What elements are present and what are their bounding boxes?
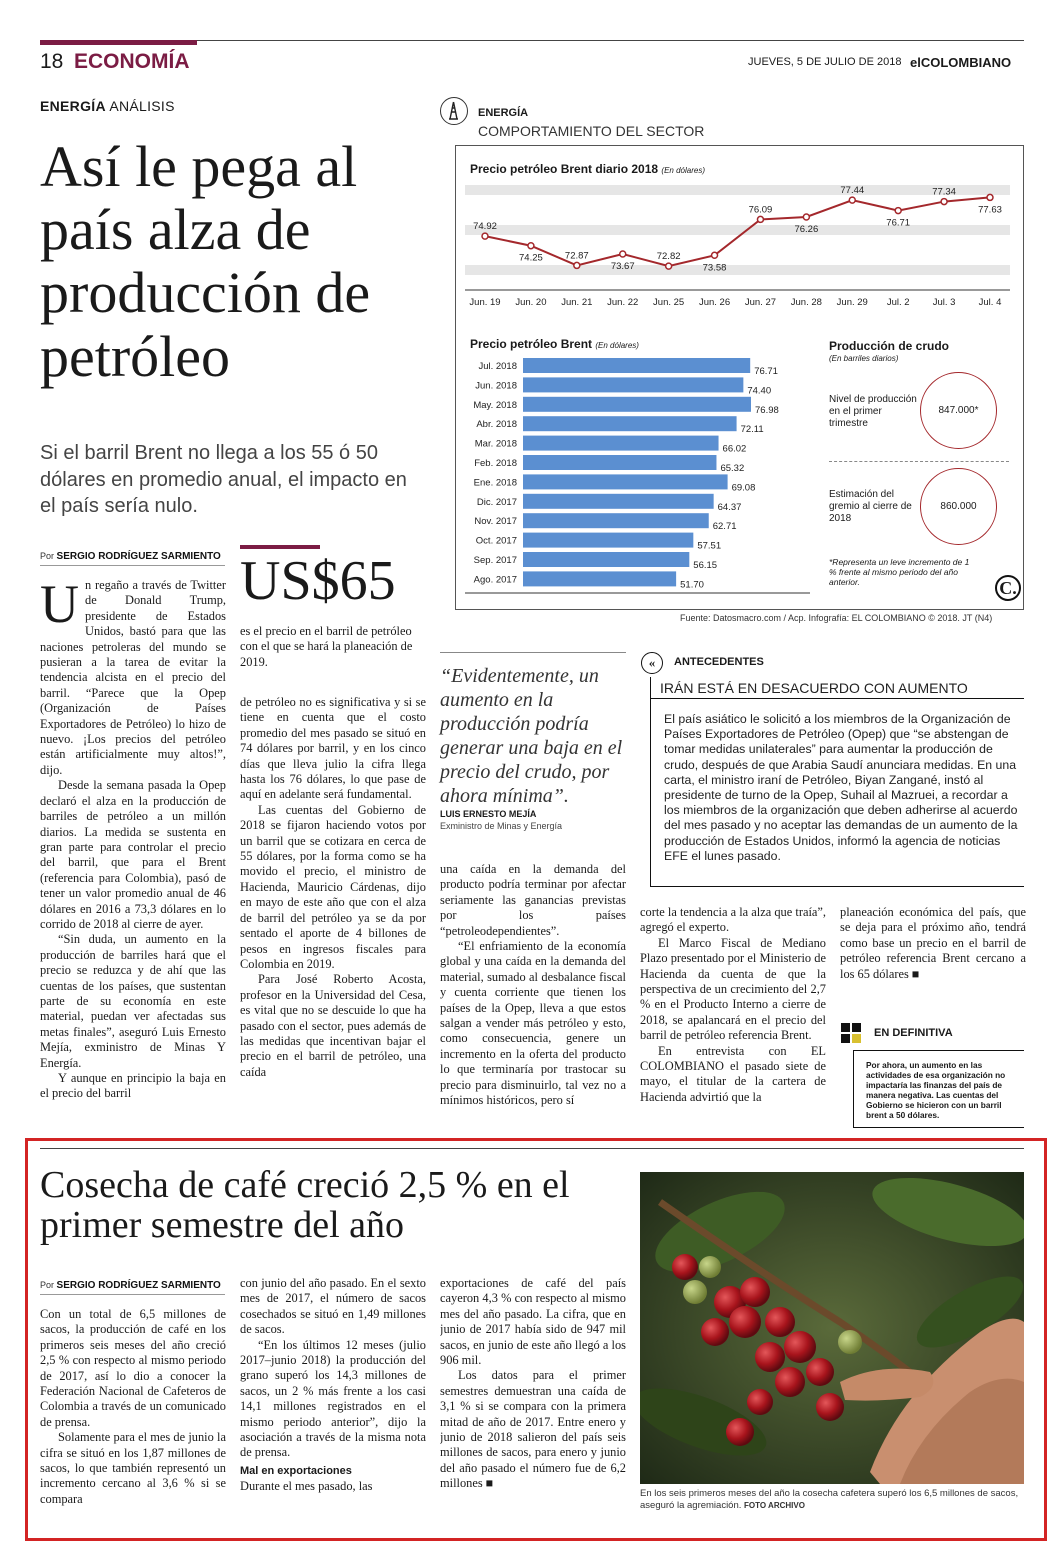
chart-title-text: Precio petróleo Brent xyxy=(470,337,593,351)
data-point xyxy=(482,233,488,239)
bar xyxy=(523,552,689,567)
bar xyxy=(523,474,728,489)
article-headline: Cosecha de café creció 2,5 % en el primer semestre del año xyxy=(40,1164,570,1246)
bar xyxy=(523,358,750,373)
byline-prefix: Por xyxy=(40,1280,55,1290)
bar-chart-title xyxy=(470,337,639,351)
article-column-3 xyxy=(440,862,626,1130)
coffee-harvest-photo xyxy=(640,1172,1024,1484)
category-label: Jul. 2018 xyxy=(478,361,517,372)
bar-value-label: 64.37 xyxy=(717,501,742,513)
data-label: 76.26 xyxy=(794,224,819,235)
x-tick-label: Jun. 26 xyxy=(698,297,731,308)
bar xyxy=(523,571,676,586)
bar-value-label: 62.71 xyxy=(712,521,737,533)
oil-derrick-icon xyxy=(440,97,468,125)
data-label: 74.25 xyxy=(519,252,543,264)
x-tick-label: Jun. 20 xyxy=(515,297,547,308)
paragraph: Para José Roberto Acosta, profesor en la Universidad del Cesa, es vital que no se descuide lo que ha pasado con el sector, pues además de las medidas que incentivan bajar el precio en el barril de petróleo, una caída xyxy=(240,972,426,1079)
bar xyxy=(523,533,693,548)
quote-rule xyxy=(440,652,626,653)
byline-author: SERGIO RODRÍGUEZ SARMIENTO xyxy=(56,1280,221,1291)
bar xyxy=(523,513,709,528)
grid-band xyxy=(465,205,1010,215)
production-divider xyxy=(829,461,1009,462)
data-label: 72.82 xyxy=(656,251,681,263)
paragraph: exportaciones de café del país cayeron 4,3 % con respecto al mismo mes del año pasado. La cifra, que en junio de 2017 había sido de 947 mil sacos, en junio de este año llegó a los 906 mil. xyxy=(440,1276,626,1368)
paragraph: planeación económica del país, que se deja para el próximo año, tendrá como base un precio en el barril de petróleo referencia Brent cercano a los 65 dólares ■ xyxy=(840,905,1026,981)
summary-kicker: EN DEFINITIVA xyxy=(874,1027,953,1039)
paragraph: Durante el mes pasado, las xyxy=(240,1479,373,1494)
article-byline xyxy=(40,1280,221,1291)
paragraph: de petróleo no es significativa y si se tiene en cuenta que el costo promedio del mes pasado se situó en 74 dólares por barril, y en los cinco días que lleva julio la cifra llega hasta los 76 dólares, lo que pase de aquí en adelante será fundamental. xyxy=(240,695,426,802)
article-byline xyxy=(40,551,221,562)
subheading: Mal en exportaciones xyxy=(240,1464,352,1477)
bar-value-label: 51.70 xyxy=(680,579,704,591)
drop-cap: U xyxy=(40,578,79,634)
category-label: Abr. 2018 xyxy=(476,419,517,431)
data-point xyxy=(712,252,718,258)
data-label: 77.44 xyxy=(840,185,865,197)
category-label: Ago. 2017 xyxy=(473,574,517,586)
byline-author: SERGIO RODRÍGUEZ SARMIENTO xyxy=(56,551,221,562)
data-point xyxy=(666,263,672,269)
byline-rule xyxy=(40,565,225,566)
data-label: 76.09 xyxy=(748,204,773,216)
infographic-title: COMPORTAMIENTO DEL SECTOR xyxy=(478,123,705,139)
bar-value-label: 56.15 xyxy=(693,560,718,571)
production-title: Producción de crudo xyxy=(829,339,950,353)
puzzle-icon xyxy=(840,1022,862,1044)
production-value-circle: 860.000 xyxy=(920,468,997,545)
pull-quote: “Evidentemente, un aumento en la producción podría generar una baja en el precio del crudo, por ahora mínima”. xyxy=(440,665,623,807)
paragraph: Con un total de 6,5 millones de sacos, la producción de café en los primeros seis meses del año creció 2,5 % con respecto al mismo periodo de 2017, así lo dio a conocer la Federación Nacional de Cafeteros de Colombia a través de un comunicado de prensa. xyxy=(40,1307,226,1429)
bar xyxy=(523,416,737,431)
grid-band xyxy=(465,185,1010,195)
quote-author-role: Exministro de Minas y Energía xyxy=(440,821,563,831)
paragraph: “Sin duda, un aumento en la producción de barriles hará que el precio se reduzca y de ahí que las cuentas de los países, que sustentan parte de su economía en este material, puedan ver afectadas sus metas finales”, aseguró Luis Ernesto Mejía, exministro de Minas Y Energía. xyxy=(40,932,226,1070)
data-point xyxy=(803,214,809,220)
brent-monthly-bar-chart xyxy=(465,353,810,598)
data-point xyxy=(987,194,993,200)
x-tick-label: Jul. 2 xyxy=(886,297,910,308)
data-label: 76.71 xyxy=(886,217,911,229)
bar-value-label: 76.98 xyxy=(755,404,779,416)
category-label: Oct. 2017 xyxy=(475,535,517,547)
x-tick-label: Jul. 4 xyxy=(978,297,1002,308)
sidebar-text: El país asiático le solicitó a los miembros de la Organización de Países Exportadores de Petróleo (Opep) que “se abstengan de tomar medidas unilaterales” para aumentar la producción de crudo, después de que Arabia Saudí anunciara medidas. En una carta, el ministro iraní de Petróleo, Biyan Zangané, instó al presidente de turno de la Opep, Suhail al Mazruei, a recordar a los miembros de la organización que deben adherirse al acuerdo del mes pasado y no aceptar las demandas de un aumento de la producción de Estados Unidos, informó la agencia de noticias EFE el lunes pasado. xyxy=(664,712,1018,863)
photo-credit: FOTO ARCHIVO xyxy=(744,1501,805,1510)
data-label: 74.92 xyxy=(473,221,497,233)
paragraph: una caída en la demanda del producto podría terminar por afectar seriamente las ganancias previstas por los países “petroleodependientes”. xyxy=(440,862,626,938)
data-label: 77.34 xyxy=(932,186,956,198)
bar-value-label: 57.51 xyxy=(697,540,722,552)
kicker-topic: ENERGÍA xyxy=(40,98,106,114)
grid-band xyxy=(465,225,1010,235)
paragraph: corte la tendencia a la alza que traía”, agregó el experto. xyxy=(640,905,826,935)
category-label: Jun. 2018 xyxy=(475,380,517,392)
data-point xyxy=(620,251,626,257)
fact-accent-bar xyxy=(240,545,320,549)
article-headline: Así le pega al país alza de producción de petróleo xyxy=(40,134,371,389)
bar xyxy=(523,494,714,509)
chart-unit: (En dólares) xyxy=(661,166,705,175)
data-point xyxy=(757,216,763,222)
bar xyxy=(523,377,743,392)
data-point xyxy=(528,243,534,249)
data-point xyxy=(941,199,947,205)
category-label: Feb. 2018 xyxy=(474,458,517,469)
paragraph: con junio del año pasado. En el sexto mes de 2017, el número de sacos cosechados se situó en 1,49 millones de sacos. xyxy=(240,1276,426,1337)
photo-caption xyxy=(640,1488,1024,1512)
section-accent-bar xyxy=(40,40,197,45)
paragraph: Las cuentas del Gobierno de 2018 se fijaron haciendo votos por un barril que se cotizara en cerca de 55 dólares, por la forma como se ha movido el precio, el ministro de Hacienda, Mauricio Cárdenas, dijo en mayo de este año que con el alza de barril del petróleo ya se da por sentado el aporte de 4 billones de pesos en ingresos fiscales para Colombia en 2019. xyxy=(240,802,426,971)
x-tick-label: Jun. 28 xyxy=(790,297,822,308)
production-label: Estimación del gremio al cierre de 2018 xyxy=(829,489,912,524)
bar-value-label: 65.32 xyxy=(720,463,745,474)
sidebar-title: IRÁN ESTÁ EN DESACUERDO CON AUMENTO xyxy=(660,680,968,696)
production-footnote: *Representa un leve incremento de 1 % frente al mismo periodo del año anterior. xyxy=(829,557,970,587)
grid-band xyxy=(465,265,1010,275)
bar-value-label: 76.71 xyxy=(754,366,778,377)
category-label: Ene. 2018 xyxy=(473,477,517,489)
production-value-circle: 847.000* xyxy=(920,372,997,449)
article-divider xyxy=(40,1148,1024,1149)
paragraph: El Marco Fiscal de Mediano Plazo presentado por el Ministerio de Hacienda da cuenta de que la perspectiva de un crecimiento del 2,7 % en el Producto Interno a cierre de 2018, se apalancará en el precio del barril de petróleo referencia Brent. xyxy=(640,935,826,1043)
caption-text: En los seis primeros meses del año la cosecha cafetera superó los 6,5 millones de sacos, aseguró la agremiación. xyxy=(640,1488,1019,1511)
bar-value-label: 72.11 xyxy=(740,424,764,436)
article-column-5 xyxy=(840,905,1026,995)
rewind-icon: « xyxy=(641,652,663,674)
category-label: May. 2018 xyxy=(473,399,517,411)
paragraph: n regaño a través de Twitter de Donald Trump, presidente de Estados Unidos, bastó para que las naciones petroleras del mundo se pusieran a la tarea de evitar la tendencia alcista en el precio del barril. “Parece que la Opep (Organización de Países Exportadores de Petróleo) lo hizo de nuevo. ¡Los precios del petróleo están artificialmente muy altos!”, dijo. xyxy=(40,578,226,777)
el-colombiano-logo-icon: C. xyxy=(995,575,1021,601)
data-point xyxy=(849,197,855,203)
bar xyxy=(523,455,716,470)
section-name: ECONOMÍA xyxy=(74,50,190,73)
data-label: 73.58 xyxy=(702,262,727,274)
brent-daily-line-chart xyxy=(465,180,1015,315)
kicker-type: ANÁLISIS xyxy=(109,98,175,114)
x-tick-label: Jun. 19 xyxy=(469,297,501,308)
data-label: 73.67 xyxy=(610,261,635,272)
paragraph: Y aunque en principio la baja en el precio del barril xyxy=(40,1071,226,1101)
summary-text: Por ahora, un aumento en las actividades de esa organización no impactaría las finanzas del país de manera negativa. Las cuentas del Gobierno se hicieron con un barril brent a 50 dólares. xyxy=(866,1060,1006,1120)
article-column-4 xyxy=(640,905,826,1130)
issue-date: JUEVES, 5 DE JULIO DE 2018 xyxy=(748,56,902,68)
category-label: Mar. 2018 xyxy=(474,438,517,450)
category-label: Sep. 2017 xyxy=(473,555,517,566)
article-column-3 xyxy=(440,1276,626,1532)
paragraph: Desde la semana pasada la Opep declaró el alza en la producción de barriles de petróleo a un millón diarios. La medida se sustenta en gran parte para controlar el precio del barril, que para el Brent (referencia para Colombia), pasó de tener un valor promedio anual de 46 dólares en 2016 a 73,3 dólares en lo corrido de 2018 al cierre de ayer. xyxy=(40,778,226,931)
bar-value-label: 69.08 xyxy=(731,482,756,494)
x-tick-label: Jun. 21 xyxy=(561,297,593,308)
paragraph: Los datos para el primer semestres demuestran una caída de 3,1 % si se compara con la primera mitad de año de 2017. Entre enero y junio de 2018 salieron del país seis millones de sacos, para enero y junio del año pasado el número fue de 6,2 millones ■ xyxy=(440,1368,626,1491)
sidebar-kicker: ANTECEDENTES xyxy=(674,656,764,668)
paragraph: En entrevista con EL COLOMBIANO el pasado siete de mayo, el titular de la cartera de Hacienda advirtió que la xyxy=(640,1043,826,1104)
page-number: 18 xyxy=(40,50,64,73)
data-point xyxy=(895,208,901,214)
fact-description: es el precio en el barril de petróleo con el que se hará la planeación de 2019. xyxy=(240,624,413,669)
category-label: Dic. 2017 xyxy=(476,496,517,508)
x-tick-label: Jun. 27 xyxy=(744,297,777,308)
chart-unit: (En dólares) xyxy=(595,341,639,350)
infographic-kicker: ENERGÍA xyxy=(478,107,529,119)
x-tick-label: Jun. 25 xyxy=(653,297,685,308)
line-chart-title xyxy=(470,162,705,176)
article-column-1 xyxy=(40,578,226,1130)
article-dek: Si el barril Brent no llega a los 55 ó 50 dólares en promedio anual, el impacto en el país sería nulo. xyxy=(40,442,407,518)
article-column-2 xyxy=(240,695,426,1130)
data-label: 72.87 xyxy=(564,250,589,262)
bar-value-label: 74.40 xyxy=(747,385,772,397)
sidebar-title-rule xyxy=(650,698,1024,699)
newspaper-brand: elCOLOMBIANO xyxy=(910,55,1012,70)
paragraph: “El enfriamiento de la economía global y una caída en la demanda del material, sumado al desbalance fiscal y cuenta corriente que tienen los países de la Opep, lleva a que estos salgan a vender más petróleo y esto, como consecuencia, genere un incremento en la oferta del producto lo que terminaría por trastocar su precio para disminuirlo, tal vez no a mínimos históricos, pero sí xyxy=(440,939,626,1108)
paragraph: Solamente para el mes de junio la cifra se situó en los 1,87 millones de sacos, lo que también representó un incremento cercano al 3,6 % si se compara xyxy=(40,1430,226,1506)
production-unit: (En barriles diarios) xyxy=(829,354,899,363)
byline-prefix: Por xyxy=(40,551,55,561)
article-column-2 xyxy=(240,1276,426,1532)
article-kicker xyxy=(40,98,175,114)
bar-value-label: 66.02 xyxy=(722,443,747,455)
bar xyxy=(523,436,719,451)
category-label: Nov. 2017 xyxy=(474,516,517,528)
data-point xyxy=(574,262,580,268)
bar xyxy=(523,397,751,412)
production-label: Nivel de producción en el primer trimestre xyxy=(829,394,917,429)
byline-rule xyxy=(40,1294,225,1295)
x-tick-label: Jul. 3 xyxy=(932,297,956,308)
x-tick-label: Jun. 29 xyxy=(836,297,868,308)
infographic-source: Fuente: Datosmacro.com / Acp. Infografía: EL COLOMBIANO © 2018. JT (N4) xyxy=(680,613,993,623)
quote-author: LUIS ERNESTO MEJÍA xyxy=(440,809,537,819)
chart-title-text: Precio petróleo Brent diario 2018 xyxy=(470,162,659,176)
fact-figure: US$65 xyxy=(240,550,396,612)
paragraph: “En los últimos 12 meses (julio 2017–junio 2018) la producción del grano superó los 14,3 millones de sacos, un 2 % más frente a los casi 14,1 millones registrados en el mismo periodo anterior”, dijo la asociación a través de la misma nota de prensa. xyxy=(240,1337,426,1460)
x-tick-label: Jun. 22 xyxy=(607,297,639,308)
article-column-1 xyxy=(40,1307,226,1532)
data-label: 77.63 xyxy=(978,204,1002,216)
